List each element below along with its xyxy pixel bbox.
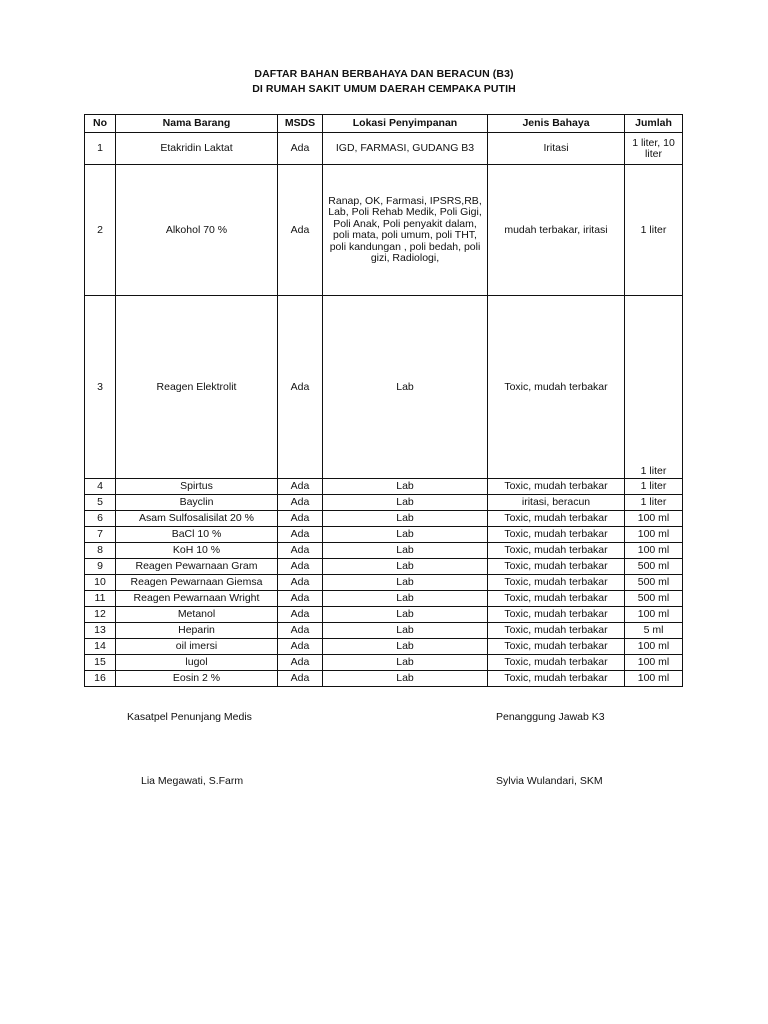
table-row (85, 575, 683, 591)
cell-lokasi: Lab (323, 479, 488, 495)
table-row (85, 559, 683, 575)
cell-lokasi: Lab (323, 543, 488, 559)
cell-msds: Ada (278, 655, 323, 671)
cell-jenis: Toxic, mudah terbakar (488, 479, 625, 495)
cell-nama: KoH 10 % (116, 543, 278, 559)
table-row (85, 133, 683, 165)
cell-msds: Ada (278, 511, 323, 527)
cell-lokasi: Ranap, OK, Farmasi, IPSRS,RB, Lab, Poli Rehab Medik, Poli Gigi, Poli Anak, Poli penyakit dalam, poli mata, poli umum, poli THT, poli kandungan , poli bedah, poli gizi, Radiologi, (323, 165, 488, 296)
cell-lokasi: Lab (323, 639, 488, 655)
cell-jenis: Iritasi (488, 133, 625, 165)
cell-jumlah: 1 liter (625, 296, 683, 479)
cell-nama: Alkohol 70 % (116, 165, 278, 296)
cell-msds: Ada (278, 575, 323, 591)
table-row (85, 495, 683, 511)
cell-no: 13 (85, 623, 116, 639)
cell-nama: Spirtus (116, 479, 278, 495)
cell-jumlah: 1 liter (625, 479, 683, 495)
header-jumlah: Jumlah (625, 115, 683, 133)
cell-msds: Ada (278, 543, 323, 559)
cell-msds: Ada (278, 559, 323, 575)
table-row (85, 479, 683, 495)
table-header-row (85, 115, 683, 133)
document-title: DAFTAR BAHAN BERBAHAYA DAN BERACUN (B3) (254, 68, 514, 80)
cell-no: 2 (85, 165, 116, 296)
cell-msds: Ada (278, 479, 323, 495)
cell-msds: Ada (278, 296, 323, 479)
cell-msds: Ada (278, 591, 323, 607)
table-row (85, 671, 683, 687)
cell-jenis: Toxic, mudah terbakar (488, 639, 625, 655)
cell-nama: Reagen Pewarnaan Giemsa (116, 575, 278, 591)
cell-jenis: Toxic, mudah terbakar (488, 543, 625, 559)
cell-nama: Asam Sulfosalisilat 20 % (116, 511, 278, 527)
cell-no: 3 (85, 296, 116, 479)
cell-jumlah: 100 ml (625, 671, 683, 687)
cell-no: 8 (85, 543, 116, 559)
cell-lokasi: Lab (323, 559, 488, 575)
cell-jenis: Toxic, mudah terbakar (488, 607, 625, 623)
signature-name-right: Sylvia Wulandari, SKM (496, 775, 603, 787)
cell-jumlah: 100 ml (625, 639, 683, 655)
cell-jumlah: 100 ml (625, 655, 683, 671)
cell-nama: Eosin 2 % (116, 671, 278, 687)
cell-lokasi: Lab (323, 655, 488, 671)
cell-jumlah: 100 ml (625, 607, 683, 623)
signature-role-right: Penanggung Jawab K3 (496, 711, 605, 723)
cell-no: 14 (85, 639, 116, 655)
cell-jenis: mudah terbakar, iritasi (488, 165, 625, 296)
header-lokasi: Lokasi Penyimpanan (323, 115, 488, 133)
cell-msds: Ada (278, 133, 323, 165)
cell-no: 16 (85, 671, 116, 687)
cell-lokasi: Lab (323, 495, 488, 511)
table-row (85, 511, 683, 527)
cell-jumlah: 500 ml (625, 591, 683, 607)
cell-lokasi: Lab (323, 511, 488, 527)
cell-lokasi: Lab (323, 591, 488, 607)
cell-nama: Etakridin Laktat (116, 133, 278, 165)
table-row (85, 296, 683, 479)
cell-jumlah: 100 ml (625, 543, 683, 559)
cell-msds: Ada (278, 527, 323, 543)
cell-jumlah: 5 ml (625, 623, 683, 639)
header-jenis-bahaya: Jenis Bahaya (488, 115, 625, 133)
b3-table (84, 114, 683, 687)
cell-msds: Ada (278, 671, 323, 687)
cell-jumlah: 1 liter (625, 495, 683, 511)
cell-jumlah: 1 liter (625, 165, 683, 296)
signature-role-left: Kasatpel Penunjang Medis (127, 711, 252, 723)
cell-jenis: iritasi, beracun (488, 495, 625, 511)
cell-jumlah: 100 ml (625, 511, 683, 527)
cell-jenis: Toxic, mudah terbakar (488, 655, 625, 671)
cell-jenis: Toxic, mudah terbakar (488, 671, 625, 687)
cell-jumlah: 100 ml (625, 527, 683, 543)
cell-jumlah: 500 ml (625, 575, 683, 591)
cell-lokasi: Lab (323, 296, 488, 479)
cell-no: 11 (85, 591, 116, 607)
cell-lokasi: Lab (323, 671, 488, 687)
cell-nama: Metanol (116, 607, 278, 623)
header-nama-barang: Nama Barang (116, 115, 278, 133)
cell-no: 15 (85, 655, 116, 671)
cell-no: 1 (85, 133, 116, 165)
table-row (85, 639, 683, 655)
cell-no: 10 (85, 575, 116, 591)
cell-jenis: Toxic, mudah terbakar (488, 296, 625, 479)
table-row (85, 543, 683, 559)
table-row (85, 591, 683, 607)
header-no: No (85, 115, 116, 133)
cell-jenis: Toxic, mudah terbakar (488, 575, 625, 591)
cell-jenis: Toxic, mudah terbakar (488, 591, 625, 607)
document-subtitle: DI RUMAH SAKIT UMUM DAERAH CEMPAKA PUTIH (252, 83, 516, 95)
cell-nama: BaCl 10 % (116, 527, 278, 543)
cell-no: 5 (85, 495, 116, 511)
cell-lokasi: Lab (323, 623, 488, 639)
cell-msds: Ada (278, 165, 323, 296)
table-row (85, 527, 683, 543)
cell-nama: Reagen Elektrolit (116, 296, 278, 479)
cell-nama: lugol (116, 655, 278, 671)
signature-name-left: Lia Megawati, S.Farm (141, 775, 244, 787)
cell-lokasi: Lab (323, 607, 488, 623)
cell-no: 6 (85, 511, 116, 527)
cell-nama: Reagen Pewarnaan Wright (116, 591, 278, 607)
table-row (85, 165, 683, 296)
cell-lokasi: IGD, FARMASI, GUDANG B3 (323, 133, 488, 165)
table-row (85, 623, 683, 639)
cell-nama: Bayclin (116, 495, 278, 511)
cell-jenis: Toxic, mudah terbakar (488, 511, 625, 527)
cell-jumlah: 500 ml (625, 559, 683, 575)
cell-no: 9 (85, 559, 116, 575)
table-row (85, 607, 683, 623)
header-msds: MSDS (278, 115, 323, 133)
cell-msds: Ada (278, 495, 323, 511)
cell-msds: Ada (278, 639, 323, 655)
cell-lokasi: Lab (323, 575, 488, 591)
cell-jenis: Toxic, mudah terbakar (488, 527, 625, 543)
table-row (85, 655, 683, 671)
cell-no: 7 (85, 527, 116, 543)
cell-jumlah: 1 liter, 10 liter (625, 133, 683, 165)
cell-no: 4 (85, 479, 116, 495)
cell-nama: Heparin (116, 623, 278, 639)
cell-jenis: Toxic, mudah terbakar (488, 623, 625, 639)
cell-nama: Reagen Pewarnaan Gram (116, 559, 278, 575)
cell-lokasi: Lab (323, 527, 488, 543)
cell-msds: Ada (278, 623, 323, 639)
cell-msds: Ada (278, 607, 323, 623)
cell-nama: oil imersi (116, 639, 278, 655)
cell-jenis: Toxic, mudah terbakar (488, 559, 625, 575)
cell-no: 12 (85, 607, 116, 623)
